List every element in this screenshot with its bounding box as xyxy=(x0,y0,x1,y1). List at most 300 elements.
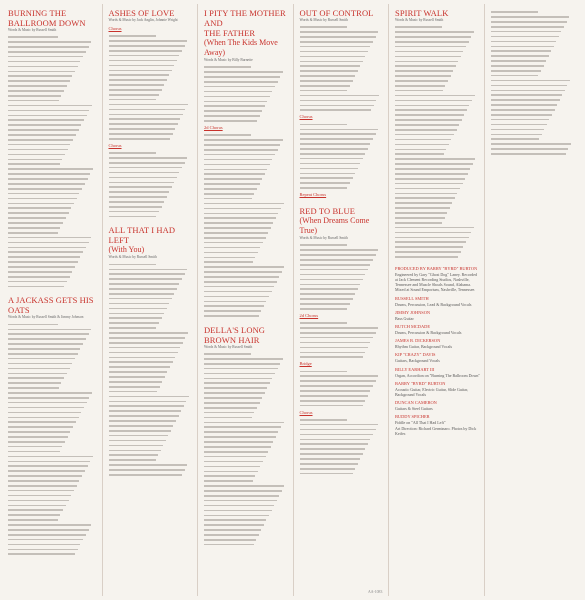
song-credit: Words & Music by Russell Smith & Jimmy Johnson xyxy=(8,315,84,320)
song-credit: Words & Music by Russell Smith xyxy=(299,18,348,22)
lyric-line-placeholder xyxy=(109,450,161,452)
lyric-line-placeholder xyxy=(300,182,350,184)
lyric-line-placeholder xyxy=(204,198,252,200)
lyrics-placeholder xyxy=(300,26,386,111)
lyric-line-placeholder xyxy=(109,50,183,52)
song-jackass-gets-his-oats xyxy=(8,295,99,555)
lyric-line-placeholder xyxy=(395,41,469,43)
lyric-line-placeholder xyxy=(8,203,74,205)
lyric-line-placeholder xyxy=(204,431,278,433)
lyric-line-placeholder xyxy=(204,480,253,482)
lyric-line-placeholder xyxy=(8,149,68,151)
lyric-line-placeholder xyxy=(8,549,78,551)
lyrics-placeholder xyxy=(300,419,386,474)
lyric-line-placeholder xyxy=(204,382,270,384)
lyric-line-placeholder xyxy=(395,75,451,77)
lyric-line-placeholder xyxy=(395,227,474,229)
lyric-line-placeholder xyxy=(204,91,272,93)
lyrics-placeholder xyxy=(300,244,386,309)
lyric-line-placeholder xyxy=(395,173,468,175)
lyric-line-placeholder xyxy=(204,524,264,526)
lyric-line-placeholder xyxy=(8,271,72,273)
lyric-line-placeholder xyxy=(8,71,75,73)
lyric-line-placeholder xyxy=(204,485,284,487)
lyric-line-placeholder xyxy=(8,441,65,443)
lyric-line-placeholder xyxy=(8,66,78,68)
lyric-line-placeholder xyxy=(109,430,171,432)
lyric-line-placeholder xyxy=(8,456,93,458)
lyrics-placeholder xyxy=(395,26,481,257)
lyric-line-placeholder xyxy=(204,310,261,312)
lyric-line-placeholder xyxy=(8,519,58,521)
musician-role: Organ, Accordion on "Burning The Ballroom Down" xyxy=(395,372,480,378)
lyric-line-placeholder xyxy=(8,348,80,350)
lyric-line-placeholder xyxy=(8,465,88,467)
lyric-line-placeholder xyxy=(109,60,177,62)
lyric-line-placeholder xyxy=(8,144,70,146)
lyric-line-placeholder xyxy=(204,115,260,117)
lyric-line-placeholder xyxy=(8,509,63,511)
lyric-line-placeholder xyxy=(395,163,473,165)
song-title: A JACKASS GETS HIS OATS xyxy=(8,295,94,316)
lyric-line-placeholder xyxy=(109,445,164,447)
song-ashes-of-love xyxy=(109,8,195,217)
lyric-line-placeholder xyxy=(109,308,167,310)
lyric-line-placeholder xyxy=(204,402,260,404)
lyric-line-placeholder xyxy=(491,21,567,23)
lyric-line-placeholder xyxy=(109,40,188,42)
lyric-line-placeholder xyxy=(204,101,267,103)
lyric-line-placeholder xyxy=(109,420,177,422)
lyric-line-placeholder xyxy=(109,123,178,125)
lyric-line-placeholder xyxy=(204,159,272,161)
lyric-line-placeholder xyxy=(204,213,278,215)
song-title: OUT OF CONTROL xyxy=(299,8,374,18)
lyric-line-placeholder xyxy=(395,70,453,72)
second-chorus-label: 2d Chorus xyxy=(299,312,319,318)
song-subtitle: (With You) xyxy=(108,245,145,255)
lyric-line-placeholder xyxy=(109,191,170,193)
lyric-line-placeholder xyxy=(204,178,262,180)
lyric-line-placeholder xyxy=(8,100,59,102)
lyric-line-placeholder xyxy=(204,392,265,394)
lyric-line-placeholder xyxy=(395,188,460,190)
song-title: RED TO BLUE xyxy=(299,206,356,217)
lyric-line-placeholder xyxy=(8,95,61,97)
lyric-line-placeholder xyxy=(8,539,83,541)
lyric-line-placeholder xyxy=(8,417,79,419)
lyric-line-placeholder xyxy=(300,100,377,102)
lyric-line-placeholder xyxy=(491,124,547,126)
lyric-line-placeholder xyxy=(109,167,183,169)
song-title: ASHES OF LOVE xyxy=(108,8,175,18)
lyric-line-placeholder xyxy=(300,75,356,77)
lyric-line-placeholder xyxy=(8,363,72,365)
lyric-line-placeholder xyxy=(300,424,379,426)
lyric-line-placeholder xyxy=(109,269,188,271)
lyric-line-placeholder xyxy=(109,94,159,96)
lyric-line-placeholder xyxy=(395,153,444,155)
lyric-line-placeholder xyxy=(204,363,280,365)
lyric-line-placeholder xyxy=(204,257,255,259)
lyric-line-placeholder xyxy=(204,266,284,268)
lyric-line-placeholder xyxy=(300,36,376,38)
lyrics-placeholder xyxy=(8,324,99,555)
lyric-line-placeholder xyxy=(109,425,174,427)
lyric-line-placeholder xyxy=(204,296,269,298)
lyric-line-placeholder xyxy=(395,61,458,63)
column-1 xyxy=(6,4,102,596)
lyric-line-placeholder xyxy=(109,405,184,407)
lyric-line-placeholder xyxy=(300,133,376,135)
lyric-line-placeholder xyxy=(109,361,173,363)
lyric-line-placeholder xyxy=(204,173,265,175)
lyric-line-placeholder xyxy=(395,134,454,136)
song-i-pity-the-mother-and-the-father xyxy=(204,8,290,317)
lyric-line-placeholder xyxy=(8,266,75,268)
song-title: I PITY THE MOTHER AND xyxy=(204,8,286,28)
lyric-line-placeholder xyxy=(8,485,77,487)
lyrics-placeholder xyxy=(109,264,195,476)
musician-role: Guitars, Background Vocals xyxy=(395,358,440,364)
lyric-line-placeholder xyxy=(8,207,71,209)
lyric-line-placeholder xyxy=(204,500,277,502)
song-subtitle: (When Dreams Come True) xyxy=(299,216,370,236)
lyric-line-placeholder xyxy=(109,172,180,174)
lyric-line-placeholder xyxy=(109,283,180,285)
lyric-line-placeholder xyxy=(395,222,442,224)
lyric-line-placeholder xyxy=(204,242,263,244)
lyric-line-placeholder xyxy=(395,36,471,38)
lyric-line-placeholder xyxy=(300,327,379,329)
lyric-line-placeholder xyxy=(8,261,78,263)
song-credit: Words & Music by Billy Burnette xyxy=(204,58,253,62)
lyric-line-placeholder xyxy=(395,237,469,239)
lyric-line-placeholder xyxy=(395,246,463,248)
lyric-line-placeholder xyxy=(204,505,274,507)
production-notes: Engineered by Gary "Ghost Dog" Laney. Recorded at Jack Clement Recording Studios, Nashville, Tennessee and Muscle Shoals Sound, Alabama. Mixed at Sound Emporium, Nashville, Tennessee. xyxy=(395,271,477,293)
lyric-line-placeholder xyxy=(491,114,553,116)
lyric-line-placeholder xyxy=(8,431,70,433)
lyric-line-placeholder xyxy=(300,385,374,387)
lyric-line-placeholder xyxy=(8,56,83,58)
lyric-line-placeholder xyxy=(8,421,76,423)
lyric-line-placeholder xyxy=(204,227,271,229)
lyric-line-placeholder xyxy=(8,90,64,92)
lyric-line-placeholder xyxy=(204,149,278,151)
lyric-line-placeholder xyxy=(491,138,540,140)
lyric-line-placeholder xyxy=(8,358,75,360)
lyric-line-placeholder xyxy=(204,475,255,477)
lyric-line-placeholder xyxy=(204,451,268,453)
lyric-line-placeholder xyxy=(204,387,267,389)
lyric-line-placeholder xyxy=(491,104,558,106)
song-credit: Words & Music by Russell Smith xyxy=(108,255,157,260)
lyric-line-placeholder xyxy=(300,375,379,377)
lyric-line-placeholder xyxy=(8,470,85,472)
lyric-line-placeholder xyxy=(109,327,157,329)
lyric-line-placeholder xyxy=(300,41,374,43)
lyric-line-placeholder xyxy=(8,110,89,112)
lyric-line-placeholder xyxy=(300,31,379,33)
lyric-line-placeholder xyxy=(204,169,267,171)
lyric-line-placeholder xyxy=(395,31,474,33)
lyric-line-placeholder xyxy=(109,79,167,81)
musician-role: Acoustic Guitar, Electric Guitar, Slide Guitar, Background Vocals xyxy=(395,386,469,397)
musician-name: BARRY "BYRD" BURTON xyxy=(395,380,446,386)
column-3 xyxy=(197,4,293,596)
chorus-label: Chorus xyxy=(299,409,313,415)
lyric-line-placeholder xyxy=(395,100,472,102)
lyric-line-placeholder xyxy=(8,247,86,249)
lyric-line-placeholder xyxy=(8,188,82,190)
lyric-line-placeholder xyxy=(204,86,275,88)
lyric-line-placeholder xyxy=(8,139,73,141)
lyric-line-placeholder xyxy=(395,90,443,92)
lyric-line-placeholder xyxy=(8,124,81,126)
musician-name: BUTCH MCDADE xyxy=(395,323,431,329)
lyric-line-placeholder xyxy=(8,46,89,48)
lyric-line-placeholder xyxy=(204,510,272,512)
lyric-line-placeholder xyxy=(8,426,73,428)
lyric-line-placeholder xyxy=(300,337,374,339)
lyric-line-placeholder xyxy=(204,471,258,473)
lyric-line-placeholder xyxy=(491,60,547,62)
lyric-line-placeholder xyxy=(8,524,91,526)
lyric-line-placeholder xyxy=(204,436,276,438)
lyric-line-placeholder xyxy=(395,144,449,146)
lyric-line-placeholder xyxy=(300,259,374,261)
lyrics-placeholder xyxy=(491,11,577,154)
lyric-line-placeholder xyxy=(204,271,282,273)
lyric-line-placeholder xyxy=(300,347,368,349)
lyric-line-placeholder xyxy=(8,324,58,326)
lyric-line-placeholder xyxy=(204,261,253,263)
lyric-line-placeholder xyxy=(8,333,89,335)
lyrics-placeholder xyxy=(204,353,290,545)
lyric-line-placeholder xyxy=(300,264,371,266)
lyric-line-placeholder xyxy=(8,407,84,409)
lyric-line-placeholder xyxy=(109,104,189,106)
lyric-line-placeholder xyxy=(300,342,371,344)
lyric-line-placeholder xyxy=(395,197,455,199)
song-title: SPIRIT WALK xyxy=(395,8,449,18)
lyric-line-placeholder xyxy=(300,168,358,170)
lyric-line-placeholder xyxy=(491,55,549,57)
lyric-line-placeholder xyxy=(300,356,363,358)
lyric-line-placeholder xyxy=(109,435,169,437)
lyric-line-placeholder xyxy=(300,70,358,72)
lyric-line-placeholder xyxy=(109,177,177,179)
lyric-line-placeholder xyxy=(109,35,156,37)
lyric-line-placeholder xyxy=(300,419,347,421)
lyric-line-placeholder xyxy=(8,534,86,536)
musician-name: BILLY EARHART III xyxy=(395,366,435,372)
lyric-line-placeholder xyxy=(204,154,275,156)
lyric-line-placeholder xyxy=(204,183,260,185)
lyric-line-placeholder xyxy=(395,232,471,234)
lyric-line-placeholder xyxy=(204,412,254,414)
lyric-line-placeholder xyxy=(109,114,183,116)
lyrics-placeholder xyxy=(204,134,290,317)
lyric-line-placeholder xyxy=(204,208,281,210)
lyric-line-placeholder xyxy=(109,317,162,319)
lyric-line-placeholder xyxy=(8,382,61,384)
lyric-line-placeholder xyxy=(109,138,171,140)
lyric-line-placeholder xyxy=(491,90,565,92)
lyric-line-placeholder xyxy=(491,85,568,87)
producer-credit: PRODUCED BY BARRY "BYRD" BURTON xyxy=(395,265,478,271)
lyric-line-placeholder xyxy=(204,397,262,399)
musician-role: Drums, Percussion, Lead & Background Vocals xyxy=(395,301,472,307)
lyric-line-placeholder xyxy=(491,26,565,28)
song-red-to-blue xyxy=(300,206,386,474)
lyric-line-placeholder xyxy=(204,529,261,531)
lyric-line-placeholder xyxy=(300,85,350,87)
lyric-line-placeholder xyxy=(109,128,176,130)
lyric-line-placeholder xyxy=(300,65,361,67)
lyric-line-placeholder xyxy=(8,217,66,219)
lyric-line-placeholder xyxy=(8,436,68,438)
lyric-line-placeholder xyxy=(300,439,371,441)
lyric-line-placeholder xyxy=(395,95,475,97)
lyric-line-placeholder xyxy=(8,276,70,278)
lyric-line-placeholder xyxy=(204,232,268,234)
lyric-line-placeholder xyxy=(109,182,175,184)
lyric-sheet xyxy=(6,4,579,596)
lyric-line-placeholder xyxy=(300,269,368,271)
lyric-line-placeholder xyxy=(8,41,91,43)
song-credit: Words & Music by Russell Smith xyxy=(299,236,348,241)
lyric-line-placeholder xyxy=(300,298,353,300)
catalog-number: AA-1083 xyxy=(368,590,383,594)
lyric-line-placeholder xyxy=(395,217,445,219)
lyric-line-placeholder xyxy=(300,138,374,140)
column-2 xyxy=(102,4,198,596)
chorus-label: Chorus xyxy=(299,114,313,120)
lyric-line-placeholder xyxy=(204,544,254,546)
lyrics-placeholder xyxy=(109,152,195,217)
lyric-line-placeholder xyxy=(8,402,87,404)
lyric-line-placeholder xyxy=(8,251,83,253)
musician-role: Guitars & Steel Guitars xyxy=(395,406,433,412)
lyric-line-placeholder xyxy=(109,133,173,135)
lyric-line-placeholder xyxy=(300,80,353,82)
musician-name: DUNCAN CAMERON xyxy=(395,400,437,406)
lyric-line-placeholder xyxy=(109,278,183,280)
lyric-line-placeholder xyxy=(109,352,178,354)
lyric-line-placeholder xyxy=(204,515,269,517)
lyric-line-placeholder xyxy=(109,216,157,218)
lyric-line-placeholder xyxy=(300,124,347,126)
lyric-line-placeholder xyxy=(395,109,467,111)
lyric-line-placeholder xyxy=(109,469,185,471)
lyric-line-placeholder xyxy=(8,451,60,453)
lyric-line-placeholder xyxy=(109,357,176,359)
lyric-line-placeholder xyxy=(491,41,557,43)
lyric-line-placeholder xyxy=(204,446,271,448)
lyric-line-placeholder xyxy=(300,380,376,382)
lyric-line-placeholder xyxy=(109,157,188,159)
lyric-line-placeholder xyxy=(8,222,63,224)
lyric-line-placeholder xyxy=(109,99,157,101)
column-6 xyxy=(484,4,580,596)
lyric-line-placeholder xyxy=(395,202,452,204)
lyric-line-placeholder xyxy=(300,453,363,455)
lyric-line-placeholder xyxy=(109,74,170,76)
lyric-line-placeholder xyxy=(204,291,272,293)
lyric-line-placeholder xyxy=(109,162,185,164)
lyric-line-placeholder xyxy=(300,322,347,324)
lyric-line-placeholder xyxy=(300,51,368,53)
lyric-line-placeholder xyxy=(204,96,270,98)
lyric-line-placeholder xyxy=(109,109,186,111)
lyric-line-placeholder xyxy=(204,81,278,83)
lyric-line-placeholder xyxy=(204,281,277,283)
lyric-line-placeholder xyxy=(300,293,356,295)
song-title-line-2: BALLROOM DOWN xyxy=(8,18,86,28)
lyric-line-placeholder xyxy=(109,201,165,203)
lyric-line-placeholder xyxy=(395,207,450,209)
chorus-label: Chorus xyxy=(108,26,122,31)
lyric-line-placeholder xyxy=(8,329,91,331)
lyric-line-placeholder xyxy=(491,143,571,145)
lyric-line-placeholder xyxy=(8,85,67,87)
bridge-label: Bridge xyxy=(299,361,312,367)
lyric-line-placeholder xyxy=(8,392,92,394)
lyric-line-placeholder xyxy=(8,553,75,555)
lyric-line-placeholder xyxy=(109,401,187,403)
lyric-line-placeholder xyxy=(204,426,281,428)
lyric-line-placeholder xyxy=(204,534,259,536)
lyric-line-placeholder xyxy=(109,84,165,86)
lyric-line-placeholder xyxy=(300,105,374,107)
lyric-line-placeholder xyxy=(300,390,371,392)
lyric-line-placeholder xyxy=(300,288,358,290)
lyric-line-placeholder xyxy=(109,196,167,198)
lyric-line-placeholder xyxy=(8,75,72,77)
lyric-line-placeholder xyxy=(109,391,158,393)
song-title-line-2: THE FATHER xyxy=(204,28,256,38)
lyric-line-placeholder xyxy=(395,256,458,258)
lyric-line-placeholder xyxy=(204,456,266,458)
lyric-line-placeholder xyxy=(109,440,166,442)
lyric-line-placeholder xyxy=(8,286,64,288)
lyric-line-placeholder xyxy=(109,415,179,417)
lyric-line-placeholder xyxy=(109,366,171,368)
lyrics-placeholder xyxy=(300,124,386,189)
lyric-line-placeholder xyxy=(300,429,376,431)
lyric-line-placeholder xyxy=(300,395,368,397)
second-chorus-label: 2d Chorus xyxy=(204,124,223,130)
song-credit: Words & Music by Russell Smith xyxy=(8,28,57,32)
lyric-line-placeholder xyxy=(8,80,70,82)
lyric-line-placeholder xyxy=(300,254,376,256)
lyric-line-placeholder xyxy=(204,373,275,375)
lyric-line-placeholder xyxy=(300,129,379,131)
lyric-line-placeholder xyxy=(395,241,466,243)
lyric-line-placeholder xyxy=(109,65,175,67)
lyric-line-placeholder xyxy=(204,417,252,419)
lyric-line-placeholder xyxy=(8,446,62,448)
lyric-line-placeholder xyxy=(8,544,80,546)
lyric-line-placeholder xyxy=(8,461,90,463)
lyric-line-placeholder xyxy=(8,500,69,502)
album-credits xyxy=(395,266,481,436)
lyric-line-placeholder xyxy=(109,474,183,476)
lyric-line-placeholder xyxy=(300,163,361,165)
lyric-line-placeholder xyxy=(109,459,156,461)
